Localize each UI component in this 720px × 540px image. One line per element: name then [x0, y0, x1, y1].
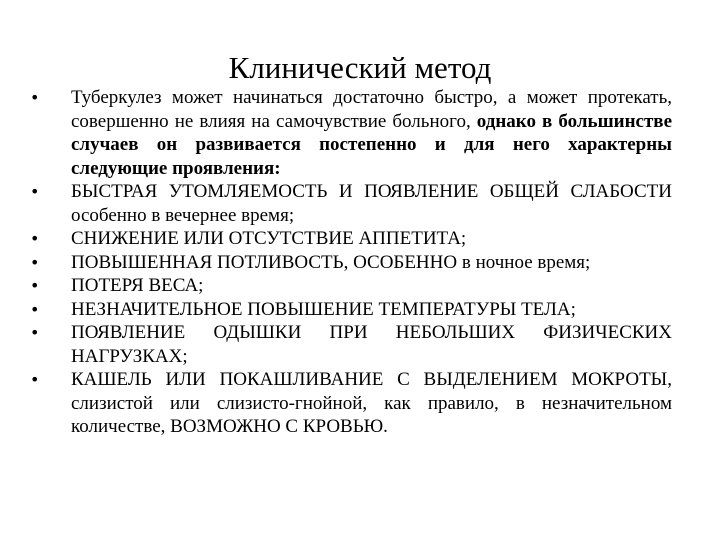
- bullet-icon: •: [30, 276, 40, 295]
- bullet-icon: •: [30, 370, 40, 389]
- slide-title: Клинический метод: [228, 50, 492, 85]
- bullet-item-fatigue: [30, 180, 672, 227]
- bullet-item-sweating: [30, 251, 672, 275]
- bullet-text: ПОТЕРЯ ВЕСА;: [71, 275, 204, 296]
- bullet-text: БЫСТРАЯ УТОМЛЯЕМОСТЬ И ПОЯВЛЕНИЕ ОБЩЕЙ СЛАБОСТИ особенно в вечернее время;: [71, 181, 672, 226]
- bullet-text: ПОВЫШЕННАЯ ПОТЛИВОСТЬ, ОСОБЕННО в ночное время;: [71, 251, 591, 273]
- bullet-text: НЕЗНАЧИТЕЛЬНОЕ ПОВЫШЕНИЕ ТЕМПЕРАТУРЫ ТЕЛА;: [71, 298, 576, 320]
- bullet-text: СНИЖЕНИЕ ИЛИ ОТСУТСТВИЕ АППЕТИТА;: [71, 228, 467, 249]
- bullet-item-intro: [30, 86, 672, 180]
- bullet-item-appetite: [30, 227, 672, 251]
- intro-bold-text: однако в большинстве случаев он развивается постепенно и для него характерны следующие проявления:: [71, 110, 672, 179]
- bullet-icon: •: [30, 252, 40, 272]
- bullet-icon: •: [30, 299, 40, 319]
- bullet-text: ПОЯВЛЕНИЕ ОДЫШКИ ПРИ НЕБОЛЬШИХ ФИЗИЧЕСКИХ НАГРУЗКАХ;: [71, 322, 672, 367]
- bullet-text: КАШЕЛЬ ИЛИ ПОКАШЛИВАНИЕ С ВЫДЕЛЕНИЕМ МОКРОТЫ, слизистой или слизисто-гнойной, как правило, в незначительном количестве, ВОЗМОЖНО С КРОВЬЮ.: [71, 369, 672, 437]
- intro-text: Туберкулез может начинаться достаточно быстро, а может протекать, совершенно не влияя на самочувствие больного,: [71, 87, 672, 132]
- bullet-icon: •: [30, 323, 40, 342]
- bullet-list: [30, 86, 672, 439]
- bullet-item-cough: [30, 368, 672, 439]
- bullet-item-weight-loss: [30, 274, 672, 298]
- bullet-icon: •: [30, 229, 40, 248]
- bullet-icon: •: [30, 88, 40, 107]
- bullet-item-dyspnea: [30, 321, 672, 368]
- bullet-item-temperature: [30, 298, 672, 322]
- bullet-icon: •: [30, 182, 40, 201]
